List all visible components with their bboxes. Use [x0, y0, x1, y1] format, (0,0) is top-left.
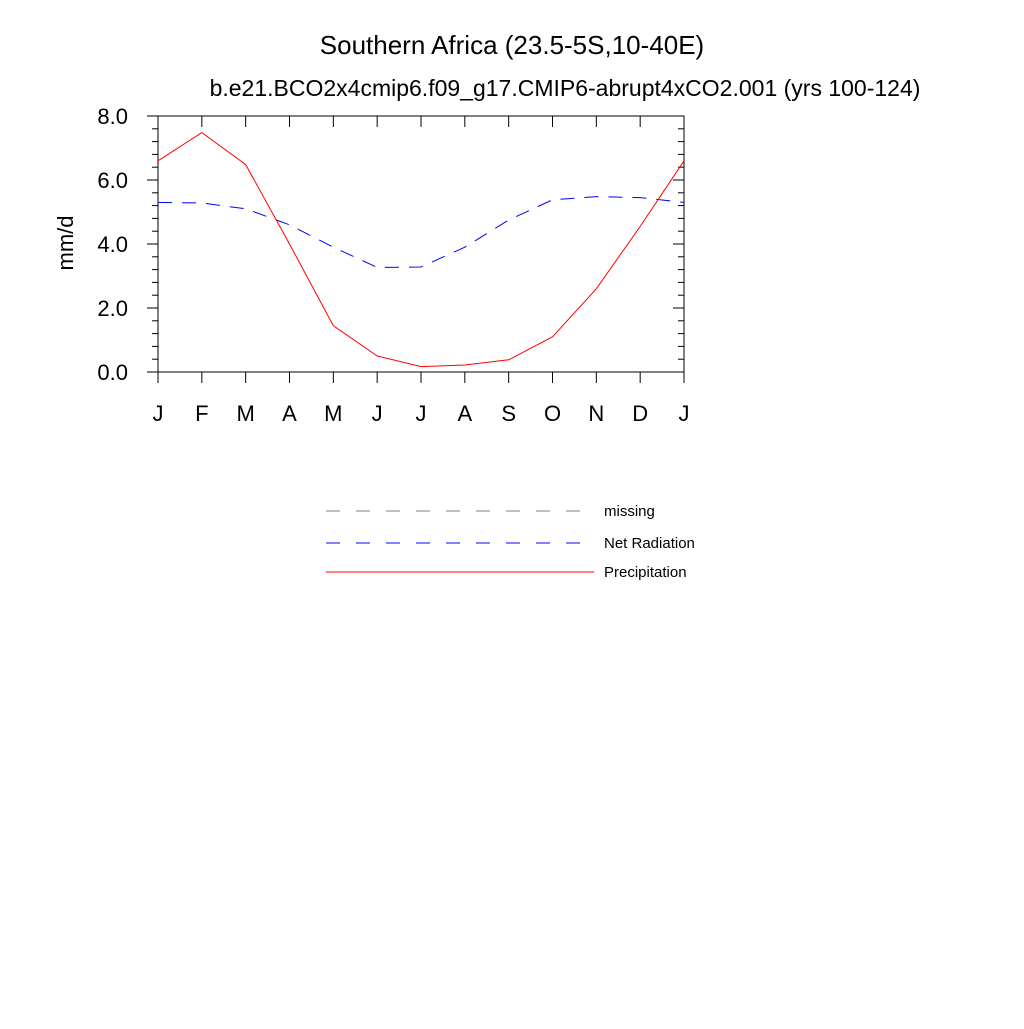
y-tick-label: 4.0 — [97, 232, 128, 257]
x-tick-label: M — [324, 401, 343, 426]
y-axis-label: mm/d — [53, 215, 78, 271]
x-tick-label: F — [195, 401, 209, 426]
chart-subtitle: b.e21.BCO2x4cmip6.f09_g17.CMIP6-abrupt4xCO2.001 (yrs 100-124) — [209, 75, 921, 101]
legend-label: missing — [604, 503, 655, 520]
x-tick-label: D — [632, 401, 649, 426]
y-tick-label: 8.0 — [97, 104, 128, 129]
x-tick-label: N — [588, 401, 605, 426]
legend-label: Precipitation — [604, 564, 687, 581]
tick-labels — [97, 104, 689, 426]
x-tick-label: J — [415, 401, 427, 426]
series-line-precipitation — [158, 133, 684, 367]
series-line-net-radiation — [158, 197, 684, 268]
y-tick-label: 0.0 — [97, 360, 128, 385]
chart-title: Southern Africa (23.5-5S,10-40E) — [319, 30, 705, 60]
x-tick-label: J — [152, 401, 164, 426]
y-tick-label: 2.0 — [97, 296, 128, 321]
legend — [326, 503, 695, 581]
x-tick-label: J — [371, 401, 383, 426]
x-tick-label: M — [236, 401, 255, 426]
y-tick-label: 6.0 — [97, 168, 128, 193]
axis-ticks — [147, 116, 684, 383]
series-lines — [158, 133, 684, 367]
x-tick-label: J — [678, 401, 690, 426]
x-tick-label: S — [501, 401, 517, 426]
plot-frame — [158, 116, 684, 372]
x-tick-label: O — [543, 401, 562, 426]
x-tick-label: A — [457, 401, 473, 426]
legend-label: Net Radiation — [604, 535, 695, 552]
x-tick-label: A — [282, 401, 297, 426]
